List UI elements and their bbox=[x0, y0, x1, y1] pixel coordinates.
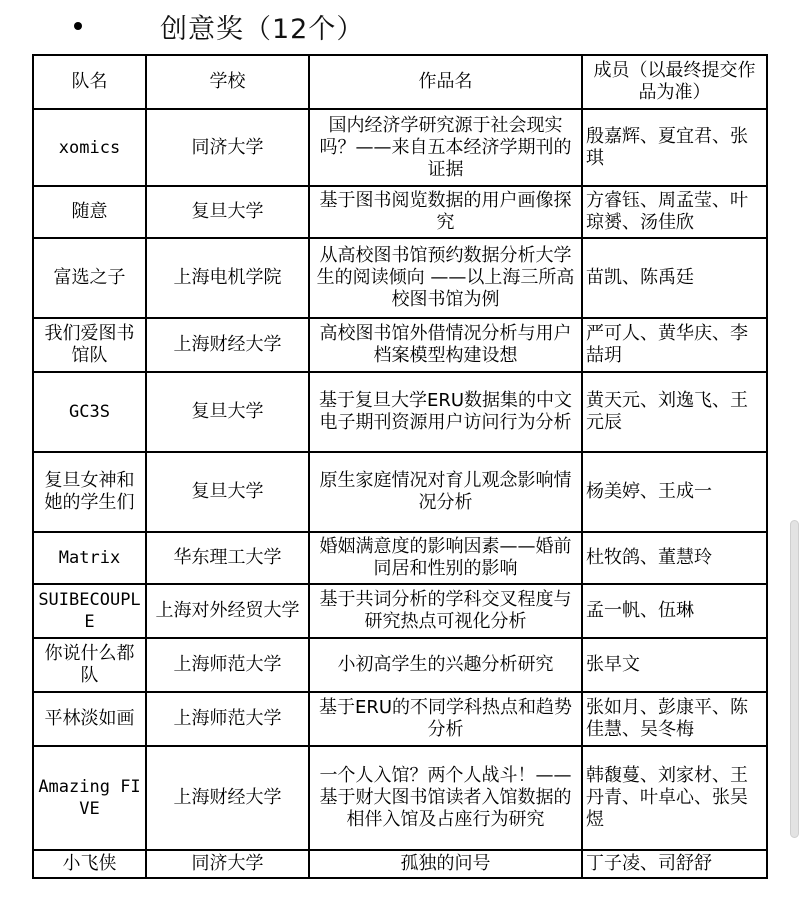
members: 张早文 bbox=[582, 638, 767, 692]
table-header-row bbox=[33, 55, 767, 109]
team-name: 平林淡如画 bbox=[33, 692, 146, 746]
school-name: 上海师范大学 bbox=[146, 692, 309, 746]
work-title: 小初高学生的兴趣分析研究 bbox=[309, 638, 582, 692]
work-title: 原生家庭情况对育儿观念影响情况分析 bbox=[309, 452, 582, 532]
team-name: xomics bbox=[33, 109, 146, 186]
team-name: 富选之子 bbox=[33, 238, 146, 318]
table-row bbox=[33, 638, 767, 692]
members: 黄天元、刘逸飞、王元辰 bbox=[582, 372, 767, 452]
school-name: 上海财经大学 bbox=[146, 746, 309, 850]
header-work: 作品名 bbox=[309, 55, 582, 109]
members: 方睿钰、周孟莹、叶琼赟、汤佳欣 bbox=[582, 186, 767, 238]
bullet-point bbox=[74, 22, 82, 30]
table-row bbox=[33, 584, 767, 638]
team-name: Matrix bbox=[33, 532, 146, 584]
members: 杜牧鸽、董慧玲 bbox=[582, 532, 767, 584]
school-name: 华东理工大学 bbox=[146, 532, 309, 584]
team-name: 我们爱图书馆队 bbox=[33, 318, 146, 372]
table-row bbox=[33, 238, 767, 318]
header-school: 学校 bbox=[146, 55, 309, 109]
members: 丁子凌、司舒舒 bbox=[582, 850, 767, 878]
work-title: 婚姻满意度的影响因素——婚前同居和性别的影响 bbox=[309, 532, 582, 584]
team-name: 复旦女神和她的学生们 bbox=[33, 452, 146, 532]
members: 殷嘉辉、夏宜君、张琪 bbox=[582, 109, 767, 186]
header-members: 成员（以最终提交作品为准） bbox=[582, 55, 767, 109]
table-row bbox=[33, 372, 767, 452]
work-title: 基于复旦大学ERU数据集的中文电子期刊资源用户访问行为分析 bbox=[309, 372, 582, 452]
team-name: SUIBECOUPLE bbox=[33, 584, 146, 638]
table-row bbox=[33, 109, 767, 186]
work-title: 高校图书馆外借情况分析与用户档案模型构建设想 bbox=[309, 318, 582, 372]
team-name: Amazing FIVE bbox=[33, 746, 146, 850]
school-name: 复旦大学 bbox=[146, 452, 309, 532]
school-name: 上海电机学院 bbox=[146, 238, 309, 318]
school-name: 同济大学 bbox=[146, 109, 309, 186]
team-name: 随意 bbox=[33, 186, 146, 238]
table-row bbox=[33, 186, 767, 238]
work-title: 基于ERU的不同学科热点和趋势分析 bbox=[309, 692, 582, 746]
work-title: 孤独的问号 bbox=[309, 850, 582, 878]
work-title: 国内经济学研究源于社会现实吗？——来自五本经济学期刊的证据 bbox=[309, 109, 582, 186]
team-name: 小飞侠 bbox=[33, 850, 146, 878]
scrollbar[interactable] bbox=[790, 520, 799, 838]
members: 苗凯、陈禹廷 bbox=[582, 238, 767, 318]
members: 严可人、黄华庆、李喆玥 bbox=[582, 318, 767, 372]
table-row bbox=[33, 746, 767, 850]
school-name: 复旦大学 bbox=[146, 186, 309, 238]
section-title: 创意奖（12个） bbox=[160, 13, 365, 45]
table-row bbox=[33, 452, 767, 532]
members: 韩馥蔓、刘家材、王丹青、叶卓心、张吴煜 bbox=[582, 746, 767, 850]
table-row bbox=[33, 850, 767, 878]
school-name: 上海对外经贸大学 bbox=[146, 584, 309, 638]
work-title: 基于图书阅览数据的用户画像探究 bbox=[309, 186, 582, 238]
school-name: 同济大学 bbox=[146, 850, 309, 878]
members: 张如月、彭康平、陈佳慧、吴冬梅 bbox=[582, 692, 767, 746]
school-name: 上海财经大学 bbox=[146, 318, 309, 372]
school-name: 复旦大学 bbox=[146, 372, 309, 452]
members: 孟一帆、伍琳 bbox=[582, 584, 767, 638]
team-name: GC3S bbox=[33, 372, 146, 452]
work-title: 基于共词分析的学科交叉程度与研究热点可视化分析 bbox=[309, 584, 582, 638]
school-name: 上海师范大学 bbox=[146, 638, 309, 692]
table-row bbox=[33, 532, 767, 584]
header-team: 队名 bbox=[33, 55, 146, 109]
work-title: 从高校图书馆预约数据分析大学生的阅读倾向 ——以上海三所高校图书馆为例 bbox=[309, 238, 582, 318]
work-title: 一个人入馆？两个人战斗！——基于财大图书馆读者入馆数据的相伴入馆及占座行为研究 bbox=[309, 746, 582, 850]
table-row bbox=[33, 692, 767, 746]
awards-table bbox=[32, 54, 768, 879]
table-row bbox=[33, 318, 767, 372]
section-heading bbox=[60, 4, 364, 48]
team-name: 你说什么都队 bbox=[33, 638, 146, 692]
members: 杨美婷、王成一 bbox=[582, 452, 767, 532]
